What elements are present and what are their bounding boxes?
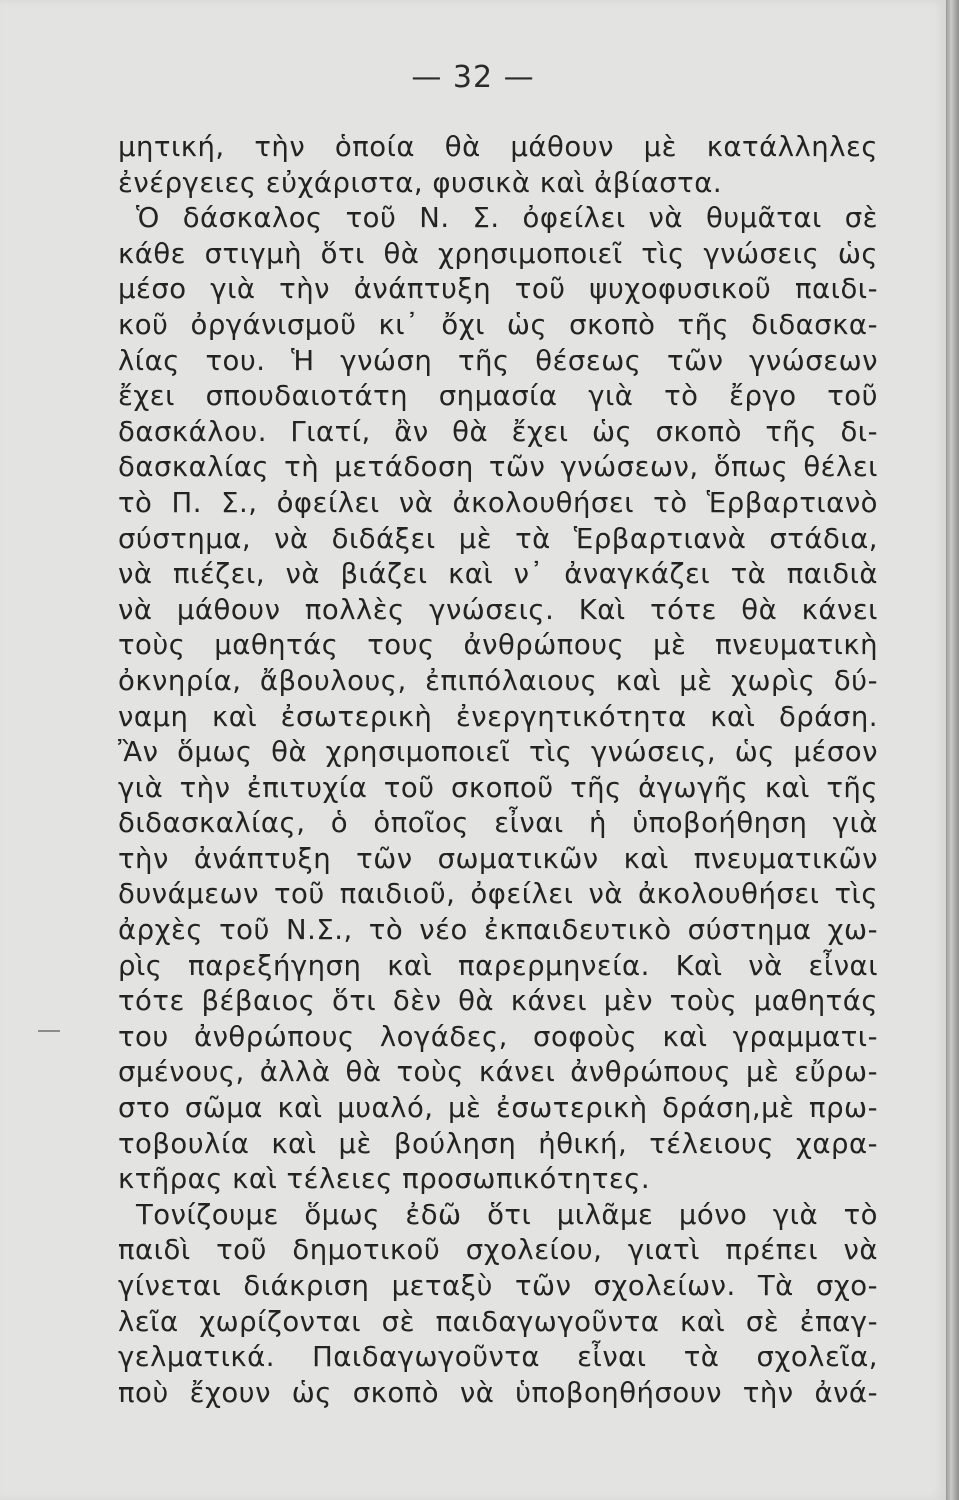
text-line: Ὁ δάσκαλος τοῦ Ν. Σ. ὀφείλει νὰ θυμᾶται σὲ: [136, 202, 878, 235]
text-line: ναμη καὶ ἐσωτερικὴ ἐνεργητικότητα καὶ δράση.: [118, 700, 878, 733]
text-line: ἀρχὲς τοῦ Ν.Σ., τὸ νέο ἐκπαιδευτικὸ σύστημα χω-: [118, 914, 878, 947]
text-line: κτῆρας καὶ τέλειες προσωπικότητες.: [118, 1163, 651, 1196]
body-text: [118, 130, 878, 1411]
text-line: σύστημα, νὰ διδάξει μὲ τὰ Ἑρβαρτιανὰ στάδια,: [118, 522, 878, 555]
text-line: δυνάμεων τοῦ παιδιοῦ, ὀφείλει νὰ ἀκολουθήσει τὶς: [118, 878, 878, 911]
text-line: ἔχει σπουδαιοτάτη σημασία γιὰ τὸ ἔργο τοῦ: [118, 380, 878, 413]
text-line: τοὺς μαθητάς τους ἀνθρώπους μὲ πνευματικὴ: [118, 629, 878, 662]
text-line: Τονίζουμε ὅμως ἐδῶ ὅτι μιλᾶμε μόνο γιὰ τὸ: [136, 1198, 878, 1231]
text-line: λίας του. Ἡ γνώση τῆς θέσεως τῶν γνώσεων: [118, 344, 878, 377]
text-line: Ἂν ὅμως θὰ χρησιμοποιεῖ τὶς γνώσεις, ὡς μέσον: [118, 736, 878, 769]
text-line: νὰ μάθουν πολλὲς γνώσεις. Καὶ τότε θὰ κάνει: [118, 593, 878, 626]
text-line: δασκάλου. Γιατί, ἂν θὰ ἔχει ὡς σκοπὸ τῆς δι-: [118, 415, 878, 448]
text-line: μέσο γιὰ τὴν ἀνάπτυξη τοῦ ψυχοφυσικοῦ παιδι-: [118, 273, 878, 306]
page-number: — 32 —: [411, 60, 535, 95]
text-line: νὰ πιέζει, νὰ βιάζει καὶ ν᾿ ἀναγκάζει τὰ παιδιὰ: [118, 558, 878, 591]
text-line: κάθε στιγμὴ ὅτι θὰ χρησιμοποιεῖ τὶς γνώσεις ὡς: [118, 237, 878, 270]
text-line: ρὶς παρεξήγηση καὶ παρερμηνεία. Καὶ νὰ εἶναι: [118, 949, 878, 982]
text-line: τὸ Π. Σ., ὀφείλει νὰ ἀκολουθήσει τὸ Ἑρβαρτιανὸ: [118, 486, 878, 519]
text-line: γιὰ τὴν ἐπιτυχία τοῦ σκοποῦ τῆς ἀγωγῆς καὶ τῆς: [118, 771, 878, 804]
page-binding-edge: [946, 0, 959, 1500]
text-line: διδασκαλίας, ὁ ὁποῖος εἶναι ἡ ὑποβοήθηση γιὰ: [118, 807, 878, 840]
text-line: ἐνέργειες εὐχάριστα, φυσικὰ καὶ ἀβίαστα.: [118, 166, 723, 199]
text-line: στο σῶμα καὶ μυαλό, μὲ ἐσωτερικὴ δράση,μὲ πρω-: [118, 1092, 878, 1125]
text-line: του ἀνθρώπους λογάδες, σοφοὺς καὶ γραμματι-: [118, 1020, 878, 1053]
text-line: λεῖα χωρίζονται σὲ παιδαγωγοῦντα καὶ σὲ ἐπαγ-: [118, 1305, 878, 1338]
text-line: κοῦ ὀργάνισμοῦ κι᾿ ὄχι ὡς σκοπὸ τῆς διδασκα-: [118, 308, 878, 341]
text-line: ποὺ ἔχουν ὡς σκοπὸ νὰ ὑποβοηθήσουν τὴν ἀνά-: [118, 1376, 878, 1409]
text-line: παιδὶ τοῦ δημοτικοῦ σχολείου, γιατὶ πρέπει νὰ: [118, 1234, 878, 1267]
text-line: τότε βέβαιος ὅτι δὲν θὰ κάνει μὲν τοὺς μαθητάς: [118, 985, 878, 1018]
text-line: σμένους, ἀλλὰ θὰ τοὺς κάνει ἀνθρώπους μὲ εὔρω-: [118, 1056, 878, 1089]
text-line: μητική, τὴν ὁποία θὰ μάθουν μὲ κατάλληλες: [118, 131, 878, 163]
text-line: γίνεται διάκριση μεταξὺ τῶν σχολείων. Τὰ σχο-: [118, 1270, 878, 1302]
margin-mark: [38, 1030, 60, 1032]
text-line: τοβουλία καὶ μὲ βούληση ἠθική, τέλειους χαρα-: [118, 1127, 878, 1160]
text-line: δασκαλίας τὴ μετάδοση τῶν γνώσεων, ὅπως θέλει: [118, 451, 878, 484]
text-line: γελματικά. Παιδαγωγοῦντα εἶναι τὰ σχολεῖα,: [118, 1341, 878, 1374]
text-line: τὴν ἀνάπτυξη τῶν σωματικῶν καὶ πνευματικῶν: [118, 842, 878, 875]
text-line: ὀκνηρία, ἄβουλους, ἐπιπόλαιους καὶ μὲ χωρὶς δύ-: [118, 664, 878, 697]
